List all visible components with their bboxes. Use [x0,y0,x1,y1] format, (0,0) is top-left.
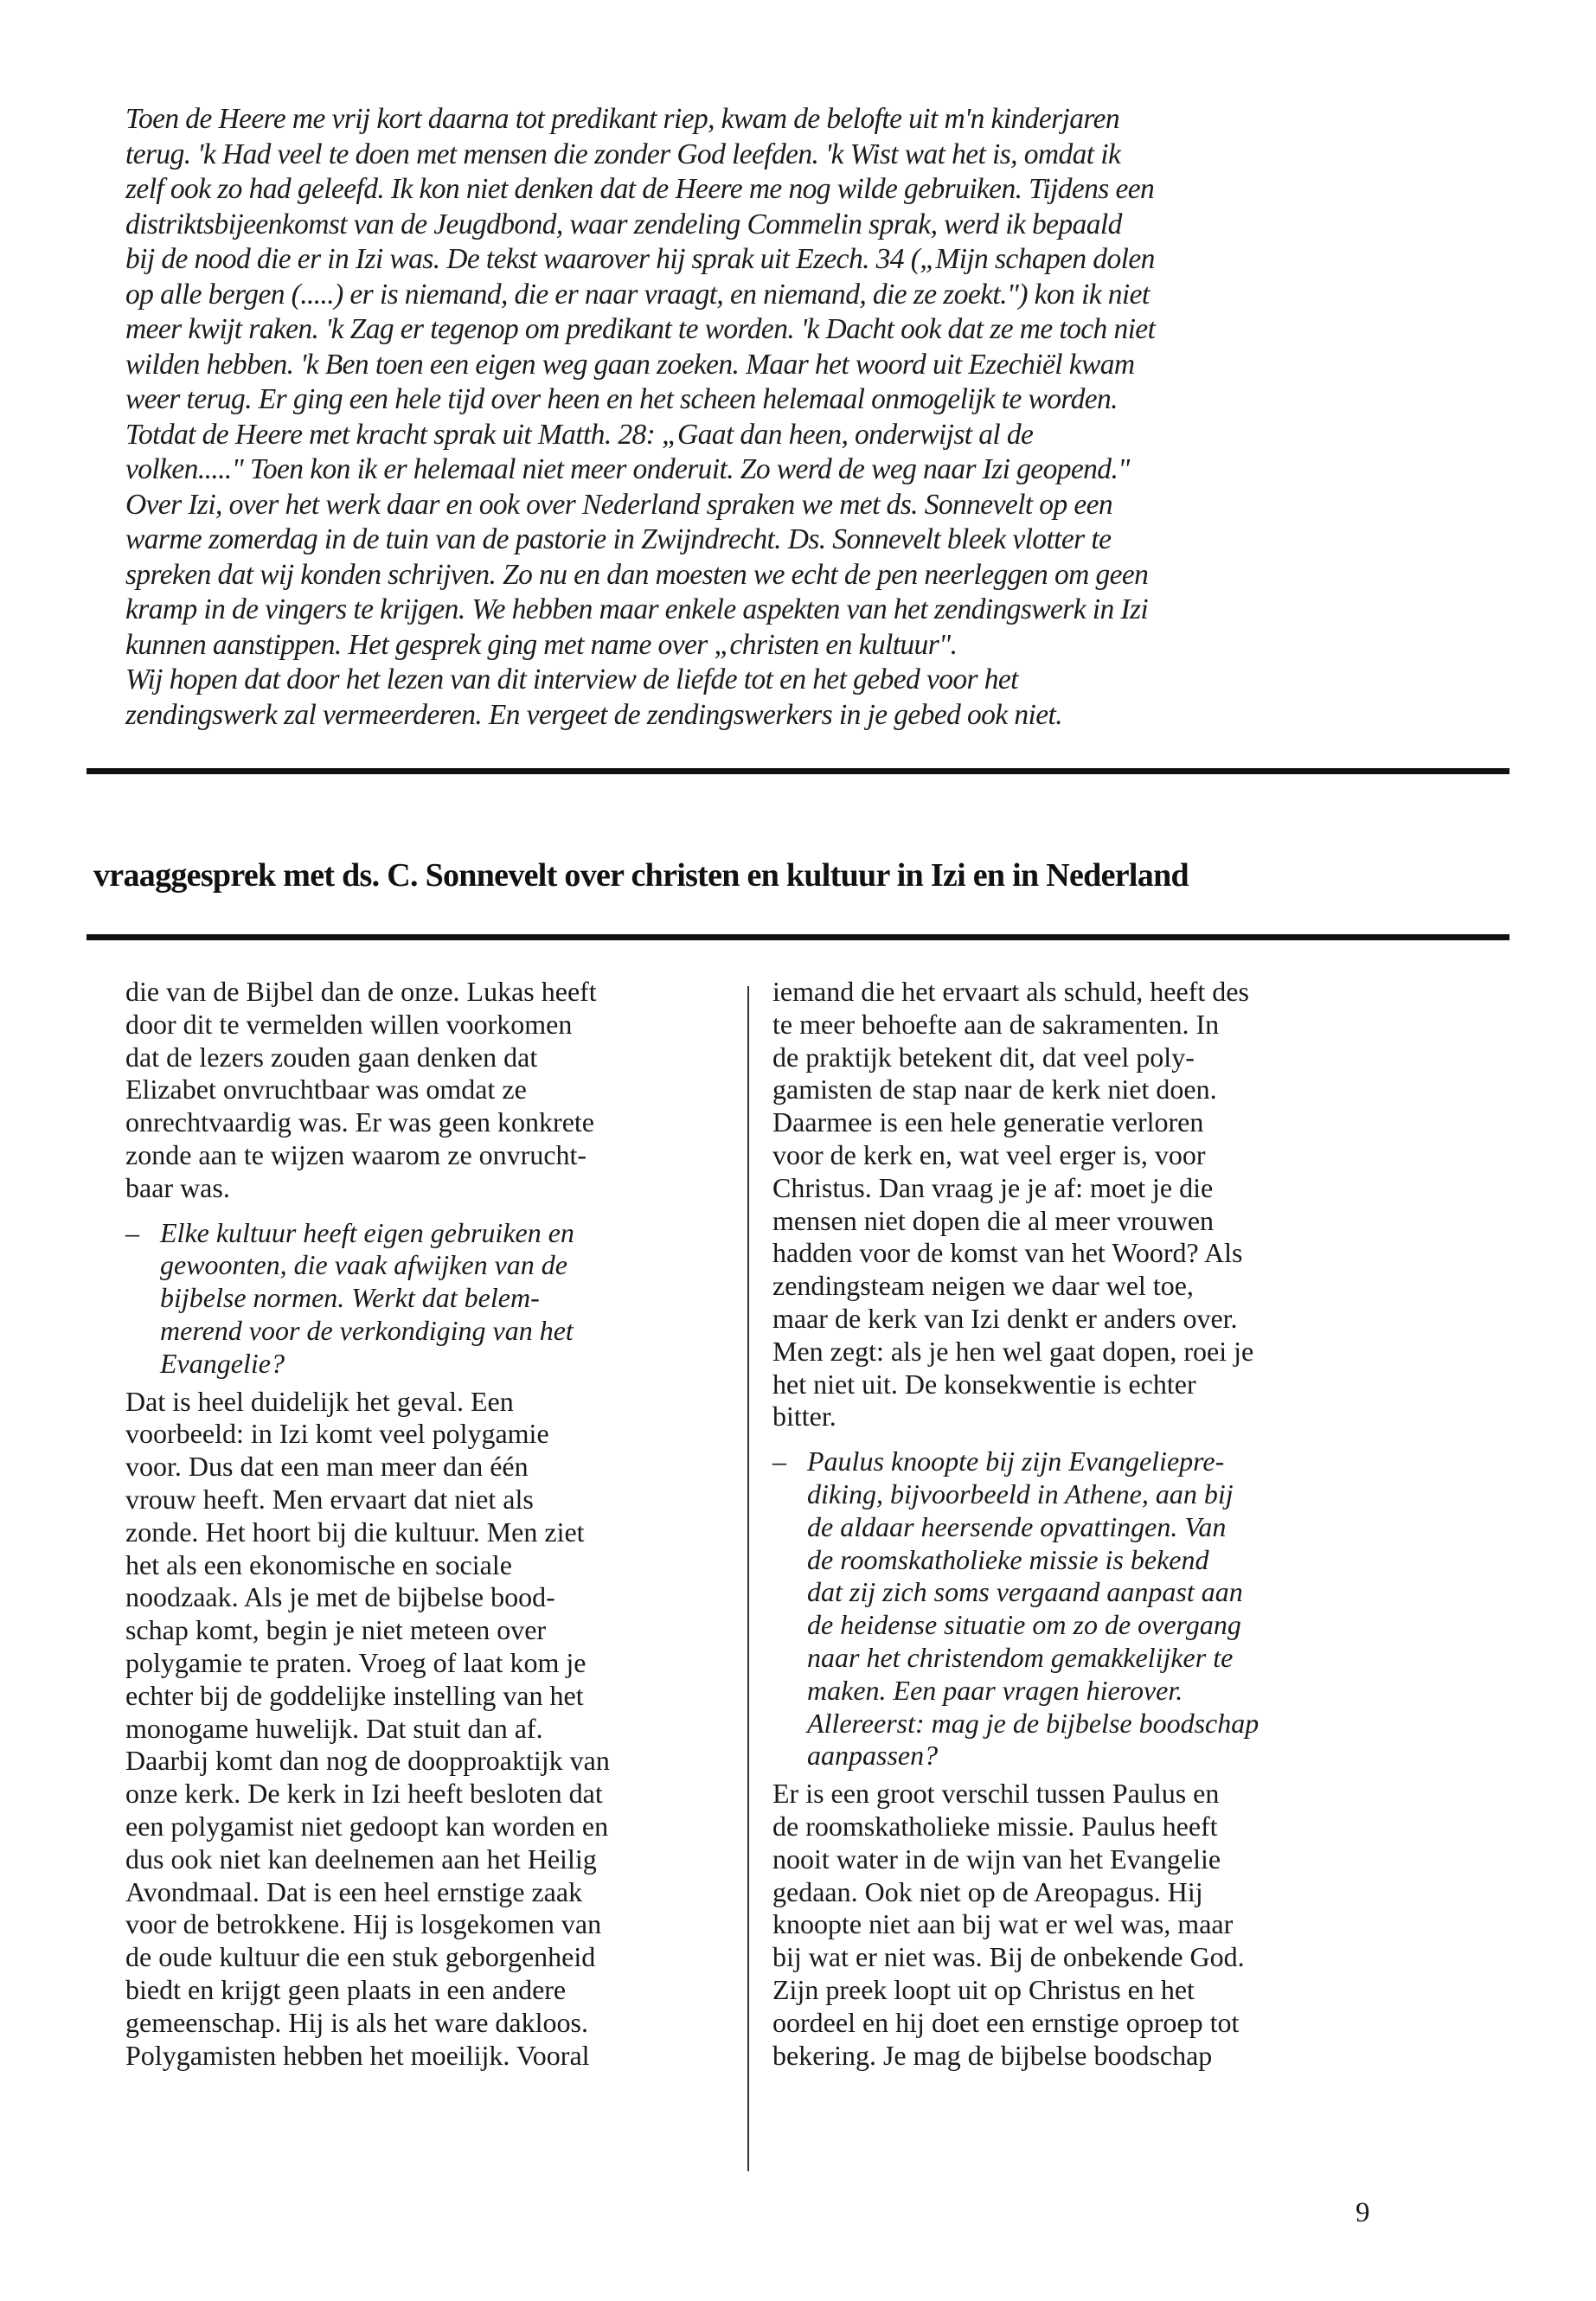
text-line: noodzaak. Als je met de bijbelse bood- [125,1581,555,1613]
text-line: zonde. Het hoort bij die kultuur. Men ziet [125,1516,585,1548]
text-line: volken....." Toen kon ik er helemaal niet meer onderuit. Zo werd de weg naar Izi geopend." [125,453,1130,485]
text-line: schap komt, begin je niet meteen over [125,1614,547,1646]
right-column [772,976,1395,2072]
text-line: Daarbij komt dan nog de doopproaktijk van [125,1745,610,1777]
intro-paragraph [125,102,1397,733]
text-line: Men zegt: als je hen wel gaat dopen, roei je [772,1335,1254,1367]
text-line: voor de betrokkene. Hij is losgekomen van [125,1908,602,1940]
text-line: gedaan. Ook niet op de Areopagus. Hij [772,1875,1203,1907]
text-line: mensen niet dopen die al meer vrouwen [772,1204,1215,1236]
text-line: Elke kultuur heeft eigen gebruiken en [160,1216,574,1248]
text-line: Zijn preek loopt uit op Christus en het [772,1973,1195,2005]
text-line: Paulus knoopte bij zijn Evangeliepre- [807,1445,1225,1477]
text-line: meer kwijt raken. 'k Zag er tegenop om predikant te worden. 'k Dacht ook dat ze me toch niet [125,313,1156,345]
text-line: op alle bergen (.....) er is niemand, die er naar vraagt, en niemand, die ze zoekt.") kon ik niet [125,278,1150,311]
column-divider [747,986,749,2171]
text-line: die van de Bijbel dan de onze. Lukas heeft [125,976,597,1007]
text-line: Allereerst: mag je de bijbelse boodschap [807,1707,1259,1739]
article-headline: vraaggesprek met ds. C. Sonnevelt over christen en kultuur in Izi en in Nederland [93,857,1189,894]
text-line: Polygamisten hebben het moeilijk. Vooral [125,2039,590,2071]
text-line: diking, bijvoorbeeld in Athene, aan bij [807,1477,1234,1509]
text-line: zelf ook zo had geleefd. Ik kon niet denken dat de Heere me nog wilde gebruiken. Tijdens een [125,173,1155,205]
answer-paragraph [772,976,1395,1433]
text-line: warme zomerdag in de tuin van de pastorie in Zwijndrecht. Ds. Sonnevelt bleek vlotter te [125,523,1112,555]
text-line: Wij hopen dat door het lezen van dit interview de liefde tot en het gebed voor het [125,663,1018,695]
text-line: merend voor de verkondiging van het [160,1314,574,1346]
text-line: bij wat er niet was. Bij de onbekende God. [772,1941,1245,1973]
text-line: voor. Dus dat een man meer dan één [125,1451,529,1483]
text-line: gemeenschap. Hij is als het ware dakloos. [125,2006,588,2038]
text-line: hadden voor de komst van het Woord? Als [772,1237,1243,1269]
text-line: Daarmee is een hele generatie verloren [772,1106,1204,1138]
text-line: zendingswerk zal vermeerderen. En vergeet de zendingswerkers in je gebed ook niet. [125,698,1062,731]
text-line: de roomskatholieke missie is bekend [807,1543,1209,1575]
headline-rule-top [87,768,1509,774]
text-line: door dit te vermelden willen voorkomen [125,1008,573,1040]
intro-lines [125,102,1397,733]
text-line: weer terug. Er ging een hele tijd over heen en het scheen helemaal onmogelijk te worden. [125,383,1118,415]
answer-paragraph [125,1386,731,2073]
text-line: baar was. [125,1171,230,1203]
text-line: Dat is heel duidelijk het geval. Een [125,1385,514,1417]
text-line: maar de kerk van Izi denkt er anders over. [772,1302,1238,1334]
interview-question [772,1445,1395,1772]
answer-paragraph [772,1778,1395,2072]
text-line: distriktsbijeenkomst van de Jeugdbond, waar zendeling Commelin sprak, werd ik bepaald [125,208,1122,240]
text-line: dat zij zich soms vergaand aanpast aan [807,1576,1243,1608]
question-text [807,1445,1395,1772]
text-line: Totdat de Heere met kracht sprak uit Matth. 28: „Gaat dan heen, onderwijst al de [125,418,1034,451]
text-line: naar het christendom gemakkelijker te [807,1641,1234,1673]
text-line: de heidense situatie om zo de overgang [807,1609,1241,1641]
text-line: de oude kultuur die een stuk geborgenheid [125,1941,596,1973]
page-number: 9 [1356,2197,1370,2228]
text-line: Over Izi, over het werk daar en ook over Nederland spraken we met ds. Sonnevelt op een [125,488,1113,521]
text-line: de roomskatholieke missie. Paulus heeft [772,1810,1218,1842]
question-text [160,1217,731,1381]
text-line: iemand die het ervaart als schuld, heeft des [772,976,1249,1007]
text-line: onrechtvaardig was. Er was geen konkrete [125,1106,594,1138]
text-line: Evangelie? [160,1347,285,1379]
text-line: bitter. [772,1400,836,1433]
text-line: bij de nood die er in Izi was. De tekst waarover hij sprak uit Ezech. 34 („Mijn schapen dolen [125,243,1155,275]
text-line: dat de lezers zouden gaan denken dat [125,1041,538,1073]
text-line: monogame huwelijk. Dat stuit dan af. [125,1712,543,1744]
text-line: de praktijk betekent dit, dat veel poly- [772,1041,1195,1073]
text-line: nooit water in de wijn van het Evangelie [772,1843,1221,1875]
text-line: Avondmaal. Dat is een heel ernstige zaak [125,1875,583,1907]
text-line: bijbelse normen. Werkt dat belem- [160,1282,540,1314]
text-line: gewoonten, die vaak afwijken van de [160,1249,567,1281]
text-line: biedt en krijgt geen plaats in een andere [125,1973,567,2005]
text-line: maken. Een paar vragen hierover. [807,1674,1183,1706]
text-line: Elizabet onvruchtbaar was omdat ze [125,1074,527,1106]
text-line: vrouw heeft. Men ervaart dat niet als [125,1483,534,1515]
question-dash: – [772,1445,786,1477]
text-line: voor de kerk en, wat veel erger is, voor [772,1138,1206,1170]
text-line: het niet uit. De konsekwentie is echter [772,1368,1196,1400]
text-line: Toen de Heere me vrij kort daarna tot predikant riep, kwam de belofte uit m'n kinderjaren [125,103,1120,135]
text-line: Er is een groot verschil tussen Paulus en [772,1778,1220,1810]
text-line: knoopte niet aan bij wat er wel was, maar [772,1908,1234,1940]
text-line: bekering. Je mag de bijbelse boodschap [772,2039,1213,2071]
text-line: onze kerk. De kerk in Izi heeft besloten dat [125,1778,603,1810]
text-line: aanpassen? [807,1740,939,1772]
text-line: kramp in de vingers te krijgen. We hebben maar enkele aspekten van het zendingswerk in Izi [125,593,1149,625]
text-line: kunnen aanstippen. Het gesprek ging met name over „christen en kultuur". [125,628,958,661]
text-line: de aldaar heersende opvattingen. Van [807,1510,1227,1542]
left-column [125,976,731,2072]
text-line: het als een ekonomische en sociale [125,1548,512,1580]
text-line: te meer behoefte aan de sakramenten. In [772,1008,1220,1040]
text-line: zonde aan te wijzen waarom ze onvrucht- [125,1138,587,1170]
question-dash: – [125,1216,139,1248]
text-line: dus ook niet kan deelnemen aan het Heilig [125,1843,597,1875]
interview-question [125,1217,731,1381]
text-line: terug. 'k Had veel te doen met mensen die zonder God leefden. 'k Wist wat het is, omdat ik [125,138,1121,170]
text-line: voorbeeld: in Izi komt veel polygamie [125,1418,549,1450]
text-line: polygamie te praten. Vroeg of laat kom je [125,1646,586,1678]
text-line: zendingsteam neigen we daar wel toe, [772,1270,1194,1302]
text-line: gamisten de stap naar de kerk niet doen. [772,1074,1217,1106]
text-line: spreken dat wij konden schrijven. Zo nu en dan moesten we echt de pen neerleggen om geen [125,558,1149,591]
text-line: oordeel en hij doet een ernstige oproep tot [772,2006,1240,2038]
headline-rule-bottom [87,934,1509,940]
text-line: echter bij de goddelijke instelling van het [125,1679,584,1711]
text-line: een polygamist niet gedoopt kan worden en [125,1810,609,1842]
text-line: wilden hebben. 'k Ben toen een eigen weg gaan zoeken. Maar het woord uit Ezechiël kwam [125,348,1135,381]
answer-paragraph [125,976,731,1205]
text-line: Christus. Dan vraag je je af: moet je die [772,1171,1214,1203]
